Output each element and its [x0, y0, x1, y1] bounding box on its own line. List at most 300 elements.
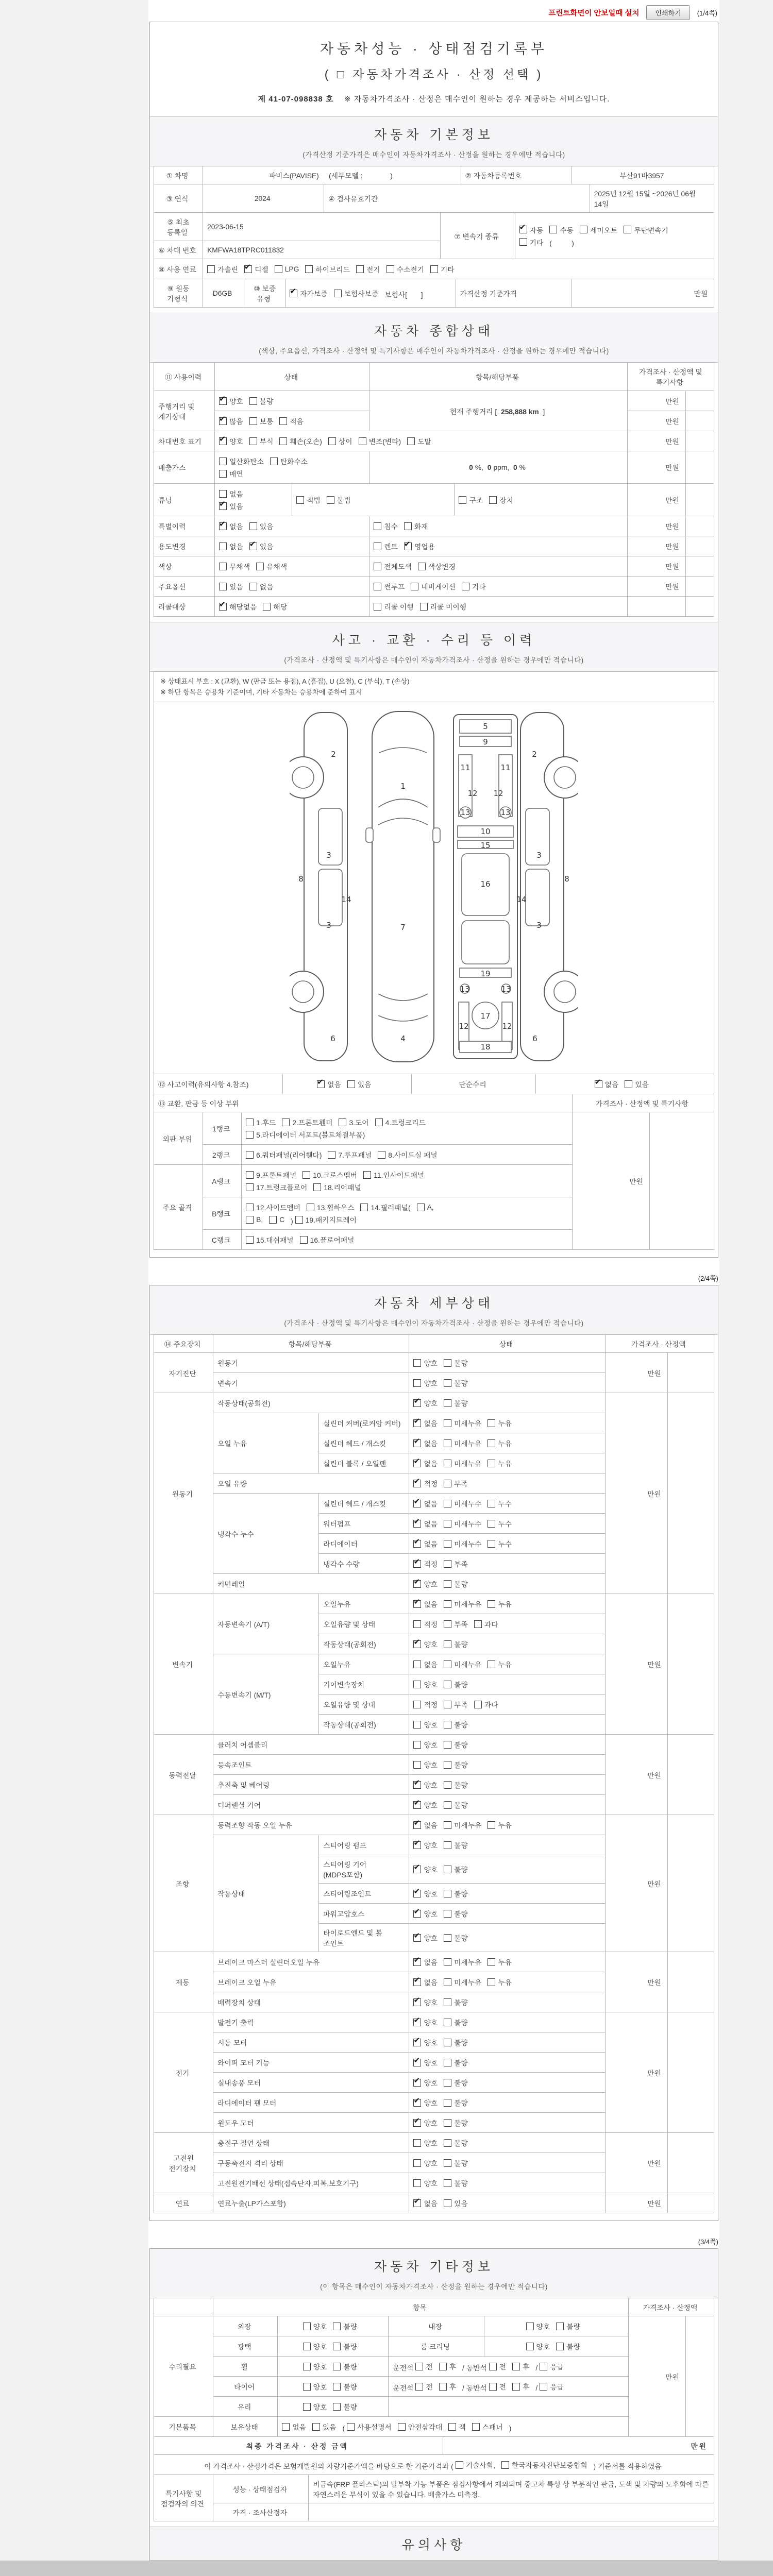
checkbox-전[interactable] — [415, 2381, 432, 2392]
checkbox-미세누유[interactable] — [444, 1418, 481, 1428]
checkbox-불량[interactable] — [444, 1579, 468, 1589]
checkbox-보험사보증[interactable] — [334, 288, 379, 298]
sac-notes-wrap — [150, 671, 718, 1074]
checkbox-label: 가솔린 — [217, 266, 239, 274]
checkbox-양호[interactable] — [413, 2158, 438, 2168]
checkbox-label: 자동 — [529, 226, 544, 234]
unchecked-box-icon — [444, 2059, 451, 2066]
checkbox-7.루프패널[interactable] — [328, 1149, 372, 1160]
text: 리콜대상 — [158, 603, 186, 611]
checkbox-6.쿼터패널(리어휀다)[interactable] — [246, 1149, 322, 1160]
diagram-number-3: 3 — [536, 921, 542, 930]
checkbox-썬루프[interactable] — [374, 581, 405, 591]
checkbox-양호[interactable] — [413, 2117, 438, 2128]
checked-box-icon — [413, 2039, 421, 2046]
checkbox-양호[interactable] — [413, 1840, 438, 1850]
checkbox-불량[interactable] — [444, 2037, 468, 2047]
checkbox-후[interactable] — [512, 2361, 529, 2371]
checkbox-B,[interactable] — [246, 1216, 263, 1224]
checkbox-적정[interactable] — [413, 1478, 438, 1488]
checkbox-수소전기[interactable] — [386, 264, 424, 274]
checkbox-양호[interactable] — [413, 1933, 438, 1943]
checkbox-양호[interactable] — [413, 2138, 438, 2148]
checkbox-해당[interactable] — [263, 601, 287, 612]
checkbox-18.리어패널[interactable] — [313, 1182, 361, 1192]
checkbox-누유[interactable] — [488, 1438, 512, 1448]
checkbox-양호[interactable] — [413, 1780, 438, 1790]
text: 동력전달 — [169, 1771, 196, 1780]
checkbox-누유[interactable] — [488, 1418, 512, 1428]
checkbox-양호[interactable] — [303, 2321, 327, 2331]
text: 충전구 절연 상태 — [217, 2140, 270, 2148]
checkbox-2.프론트휀더[interactable] — [282, 1117, 332, 1127]
checkbox-A,[interactable] — [417, 1204, 434, 1211]
checkbox-불량[interactable] — [444, 1358, 468, 1368]
checkbox-있음[interactable] — [347, 1079, 372, 1089]
checkbox-양호[interactable] — [219, 396, 243, 406]
checkbox-누수[interactable] — [488, 1518, 512, 1529]
document-title-block — [150, 22, 718, 116]
checkbox-있음[interactable] — [219, 501, 243, 511]
checkbox-양호[interactable] — [413, 2178, 438, 2188]
checkbox-스패너[interactable] — [472, 2421, 503, 2432]
unchecked-box-icon — [363, 1171, 371, 1179]
checkbox-불량[interactable] — [444, 1739, 468, 1750]
table-cell — [154, 1112, 203, 1165]
checkbox-부족[interactable] — [444, 1558, 468, 1569]
checkbox-양호[interactable] — [413, 2097, 438, 2108]
checkbox-누수[interactable] — [488, 1498, 512, 1509]
checkbox-하이브리드[interactable] — [305, 264, 350, 274]
checkbox-양호[interactable] — [413, 1358, 438, 1368]
checkbox-렌트[interactable] — [374, 541, 398, 551]
checkbox-불량[interactable] — [333, 2401, 357, 2412]
checkbox-있음[interactable] — [249, 521, 274, 531]
checkbox-적정[interactable] — [413, 1558, 438, 1569]
checkbox-미세누유[interactable] — [444, 1977, 481, 1987]
checkbox-5.라디에이터-서포트(볼트체결부품)[interactable] — [246, 1129, 365, 1140]
table-cell — [215, 516, 369, 536]
table-cell — [667, 1815, 714, 1952]
checkbox-없음[interactable] — [413, 1458, 438, 1468]
checkbox-불량[interactable] — [444, 1888, 468, 1899]
checkbox-불량[interactable] — [333, 2341, 357, 2351]
checkbox-누유[interactable] — [488, 1599, 512, 1609]
checkbox-적정[interactable] — [413, 1619, 438, 1629]
checkbox-없음[interactable] — [413, 1820, 438, 1830]
checkbox-불량[interactable] — [444, 1679, 468, 1689]
checkbox-탄화수소[interactable] — [270, 456, 308, 466]
unchecked-box-icon — [413, 1379, 421, 1387]
checkbox-불량[interactable] — [333, 2321, 357, 2331]
checkbox-4.트렁크리드[interactable] — [375, 1117, 426, 1127]
checkbox-전[interactable] — [489, 2361, 506, 2371]
checkbox-양호[interactable] — [413, 1800, 438, 1810]
checkbox-불량[interactable] — [444, 2057, 468, 2067]
checkbox-불량[interactable] — [444, 2138, 468, 2148]
checkbox-전체도색[interactable] — [374, 561, 411, 571]
checkbox-불량[interactable] — [556, 2321, 580, 2331]
checkbox-label: 도말 — [417, 438, 431, 446]
checkbox-리콜-미이행[interactable] — [420, 601, 466, 612]
checkbox-label: 매연 — [229, 470, 243, 478]
checkbox-누수[interactable] — [488, 1538, 512, 1549]
checkbox-14.필러패널([interactable] — [360, 1202, 410, 1212]
text: ② 자동차등록번호 — [465, 172, 522, 180]
checkbox-label: 미세누유 — [454, 1420, 482, 1428]
checkbox-안전삼각대[interactable] — [398, 2421, 443, 2432]
checkbox-일산화탄소[interactable] — [219, 456, 264, 466]
text: 만원 — [647, 1369, 661, 1378]
unchecked-box-icon — [219, 563, 227, 570]
checkbox-없음[interactable] — [219, 521, 243, 531]
checkbox-LPG[interactable] — [275, 265, 299, 273]
table-cell — [319, 1594, 409, 1614]
checkbox-양호[interactable] — [413, 1908, 438, 1919]
table-cell — [627, 516, 685, 536]
checkbox-미세누유[interactable] — [444, 1458, 481, 1468]
checkbox-8.사이드실-패널[interactable] — [378, 1149, 437, 1160]
checkbox-기타[interactable] — [462, 581, 486, 591]
checkbox-사용설명서[interactable] — [347, 2421, 392, 2432]
form-table — [154, 259, 714, 279]
checkbox-미세누유[interactable] — [444, 1820, 481, 1830]
diagram-number-12: 12 — [493, 789, 503, 799]
checkbox-디젤[interactable] — [244, 264, 268, 274]
checkbox-불량[interactable] — [444, 1800, 468, 1810]
checkbox-상이[interactable] — [328, 436, 352, 446]
checkbox-16.플로어패널[interactable] — [300, 1234, 355, 1245]
checkbox-변조(변타)[interactable] — [359, 436, 401, 446]
checkbox-없음[interactable] — [413, 1418, 438, 1428]
checkbox-응급[interactable] — [540, 2361, 564, 2371]
checkbox-전기[interactable] — [356, 264, 380, 274]
checkbox-부식[interactable] — [249, 436, 274, 446]
unchecked-box-icon — [512, 2383, 520, 2391]
checkbox-불량[interactable] — [444, 1719, 468, 1730]
checkbox-label: 전기 — [366, 266, 380, 274]
checkbox-침수[interactable] — [374, 521, 398, 531]
section-caution-title: 유의사항 — [401, 2538, 466, 2553]
table-cell — [213, 1835, 319, 1952]
checkbox-불법[interactable] — [327, 495, 351, 505]
page-indicator-1: (1/4쪽) — [697, 9, 717, 17]
text: 가격조사 · 산정액 — [643, 2304, 698, 2312]
table-cell — [154, 1952, 213, 2012]
checkbox-불량[interactable] — [444, 1759, 468, 1770]
checkbox-과다[interactable] — [474, 1619, 498, 1629]
checkbox-불량[interactable] — [444, 2117, 468, 2128]
table-cell — [319, 1614, 409, 1634]
checkbox-9.프론트패널[interactable] — [246, 1170, 296, 1180]
text: 연료누출(LP가스포함) — [217, 2200, 286, 2208]
checkbox-불량[interactable] — [444, 1840, 468, 1850]
checkbox-양호[interactable] — [526, 2341, 550, 2351]
checkbox-양호[interactable] — [413, 1739, 438, 1750]
checkbox-양호[interactable] — [303, 2381, 327, 2392]
table-cell — [278, 2316, 389, 2336]
checkbox-양호[interactable] — [526, 2321, 550, 2331]
checkbox-수동[interactable] — [549, 225, 574, 235]
text: 가격조사 · 산정액 및 특기사항 — [595, 1100, 688, 1108]
checkbox-label: 불량 — [454, 1681, 468, 1689]
unchecked-box-icon — [333, 2403, 341, 2411]
unchecked-box-icon — [444, 1600, 451, 1608]
checkbox-양호[interactable] — [413, 1864, 438, 1874]
checkbox-무단변속기[interactable] — [624, 225, 668, 235]
checkbox-label: 4.트렁크리드 — [385, 1119, 426, 1127]
checkbox-화재[interactable] — [404, 521, 428, 531]
checkbox-없음[interactable] — [413, 1498, 438, 1509]
checkbox-양호[interactable] — [219, 436, 243, 446]
checkbox-label: 없음 — [424, 1500, 438, 1509]
checkbox-있음[interactable] — [625, 1079, 649, 1089]
text: 만원 — [647, 1979, 661, 1987]
checkbox-12.사이드멤버[interactable] — [246, 1202, 300, 1212]
checkbox-label: 적정 — [424, 1561, 438, 1569]
checkbox-불량[interactable] — [444, 1908, 468, 1919]
checkbox-label: 전 — [499, 2363, 507, 2371]
car-side-right-view — [520, 713, 578, 1061]
checkbox-C[interactable] — [269, 1216, 284, 1224]
checkbox-없음[interactable] — [413, 2198, 438, 2208]
checkbox-잭[interactable] — [448, 2421, 465, 2432]
checkbox-불량[interactable] — [444, 1997, 468, 2007]
table-cell — [203, 259, 714, 279]
checkbox-양호[interactable] — [413, 1997, 438, 2007]
checkbox-도말[interactable] — [407, 436, 431, 446]
checkbox-양호[interactable] — [413, 1888, 438, 1899]
checkbox-없음[interactable] — [317, 1079, 341, 1089]
text: 외장 — [237, 2323, 251, 2331]
table-cell — [278, 2357, 389, 2377]
checkbox-자동[interactable] — [519, 225, 544, 235]
table-cell — [203, 213, 440, 241]
checkbox-해당없음[interactable] — [219, 601, 257, 612]
table-cell — [685, 577, 714, 597]
checkbox-없음[interactable] — [413, 1538, 438, 1549]
table-cell — [213, 1373, 409, 1393]
checkbox-미세누유[interactable] — [444, 1438, 481, 1448]
checkbox-15.대쉬패널[interactable] — [246, 1234, 294, 1245]
checkbox-가솔린[interactable] — [207, 264, 238, 274]
text: 실린더 헤드 / 개스킷 — [323, 1440, 386, 1448]
table-cell — [319, 1554, 409, 1574]
checkbox-전[interactable] — [489, 2381, 506, 2392]
table-cell — [154, 2475, 213, 2521]
checked-box-icon — [413, 1460, 421, 1467]
checkbox-불량[interactable] — [444, 2077, 468, 2088]
checkbox-11.인사이드패널[interactable] — [363, 1170, 424, 1180]
checkbox-양호[interactable] — [413, 1759, 438, 1770]
checkbox-불량[interactable] — [556, 2341, 580, 2351]
checkbox-없음[interactable] — [413, 1659, 438, 1669]
checkbox-누유[interactable] — [488, 1458, 512, 1468]
text: 가격 · 조사산정자 — [232, 2509, 287, 2517]
checkbox-label: 양호 — [313, 2403, 327, 2412]
checkbox-label: A, — [427, 1203, 434, 1211]
basic-info-table-4 — [150, 259, 718, 279]
checkbox-부족[interactable] — [444, 1478, 468, 1488]
checkbox-양호[interactable] — [413, 1579, 438, 1589]
checkbox-양호[interactable] — [303, 2341, 327, 2351]
checkbox-불량[interactable] — [444, 2017, 468, 2027]
checkbox-색상변경[interactable] — [418, 561, 456, 571]
checkbox-미세누수[interactable] — [444, 1518, 481, 1529]
checkbox-label: 양호 — [424, 1866, 438, 1874]
checkbox-기타[interactable] — [519, 237, 544, 247]
table-cell — [278, 2397, 389, 2417]
text: / 동반석 — [462, 2384, 487, 2392]
checkbox-구조[interactable] — [459, 495, 483, 505]
unchecked-box-icon — [219, 583, 227, 590]
checkbox-불량[interactable] — [444, 1398, 468, 1408]
checkbox-1.후드[interactable] — [246, 1117, 276, 1127]
checkbox-기술사회,[interactable] — [456, 2460, 495, 2470]
checkbox-무채색[interactable] — [219, 561, 250, 571]
text: ① 차명 — [166, 172, 189, 180]
checkbox-후[interactable] — [439, 2381, 456, 2392]
checkbox-3.도어[interactable] — [339, 1117, 368, 1127]
bold-text: 최종 가격조사 · 산정 금액 — [246, 2443, 348, 2451]
text: 실린더 커버(로커암 커버) — [323, 1420, 401, 1428]
checkbox-불량[interactable] — [444, 1639, 468, 1649]
checkbox-부족[interactable] — [444, 1619, 468, 1629]
checkbox-있음[interactable] — [249, 541, 274, 551]
table-cell — [242, 1145, 573, 1165]
checkbox-리콜-이행[interactable] — [374, 601, 413, 612]
checkbox-불량[interactable] — [444, 1780, 468, 1790]
checkbox-양호[interactable] — [413, 2057, 438, 2067]
checkbox-label: 10.크로스멤버 — [313, 1172, 358, 1180]
checkbox-양호[interactable] — [413, 1679, 438, 1689]
checkbox-기타[interactable] — [430, 264, 455, 274]
checkbox-없음[interactable] — [413, 1438, 438, 1448]
checkbox-10.크로스멤버[interactable] — [303, 1170, 357, 1180]
checkbox-자가보증[interactable] — [290, 288, 327, 298]
text: 상태 — [499, 1341, 513, 1349]
checkbox-없음[interactable] — [413, 1977, 438, 1987]
checkbox-양호[interactable] — [303, 2361, 327, 2371]
checkbox-보통[interactable] — [249, 416, 274, 426]
print-button[interactable]: 인쇄하기 — [646, 5, 690, 20]
checkbox-양호[interactable] — [413, 2077, 438, 2088]
checkbox-적법[interactable] — [296, 495, 321, 505]
checkbox-17.트렁크플로어[interactable] — [246, 1182, 307, 1192]
checkbox-label: 불량 — [454, 2099, 468, 2108]
checkbox-불량[interactable] — [444, 1864, 468, 1874]
checkbox-유채색[interactable] — [256, 561, 287, 571]
checkbox-없음[interactable] — [595, 1079, 619, 1089]
checkbox-불량[interactable] — [333, 2361, 357, 2371]
checkbox-한국자동차진단보증협회[interactable] — [501, 2460, 587, 2470]
checkbox-전[interactable] — [415, 2361, 432, 2371]
checkbox-없음[interactable] — [282, 2421, 306, 2432]
checkbox-있음[interactable] — [312, 2421, 337, 2432]
checkbox-누유[interactable] — [488, 1957, 512, 1967]
checkbox-없음[interactable] — [219, 541, 243, 551]
checkbox-19.패키지트레이[interactable] — [295, 1214, 357, 1225]
table-cell — [213, 2153, 409, 2173]
unchecked-box-icon — [580, 226, 587, 233]
unchecked-box-icon — [444, 1359, 451, 1367]
checkbox-네비게이션[interactable] — [411, 581, 456, 591]
table-cell — [409, 1433, 605, 1453]
checkbox-없음[interactable] — [219, 488, 243, 499]
checkbox-13.휠하우스[interactable] — [307, 1202, 355, 1212]
checkbox-미세누유[interactable] — [444, 1599, 481, 1609]
checkbox-응급[interactable] — [540, 2381, 564, 2392]
checkbox-양호[interactable] — [413, 1719, 438, 1730]
checkbox-없음[interactable] — [413, 1518, 438, 1529]
checkbox-미세누유[interactable] — [444, 1957, 481, 1967]
unchecked-box-icon — [489, 2363, 497, 2370]
checkbox-후[interactable] — [512, 2381, 529, 2392]
unchecked-box-icon — [374, 543, 381, 550]
checkbox-양호[interactable] — [413, 1398, 438, 1408]
checkbox-label: 없음 — [424, 1520, 438, 1529]
checkbox-불량[interactable] — [444, 2178, 468, 2188]
checkbox-양호[interactable] — [413, 2037, 438, 2047]
checkbox-불량[interactable] — [333, 2381, 357, 2392]
checkbox-적음[interactable] — [279, 416, 304, 426]
checkbox-양호[interactable] — [413, 2017, 438, 2027]
unchecked-box-icon — [489, 496, 497, 504]
text: 자동변속기 (A/T) — [217, 1621, 270, 1629]
table-cell — [213, 1473, 409, 1494]
unchecked-box-icon — [305, 265, 313, 273]
checkbox-매연[interactable] — [219, 468, 243, 479]
checkbox-label: 일산화탄소 — [229, 458, 264, 466]
checkbox-부족[interactable] — [444, 1699, 468, 1709]
checkbox-없음[interactable] — [413, 1957, 438, 1967]
unchecked-box-icon — [444, 1540, 451, 1548]
checkbox-불량[interactable] — [444, 1378, 468, 1388]
checkbox-없음[interactable] — [413, 1599, 438, 1609]
checkbox-미세누수[interactable] — [444, 1538, 481, 1549]
checkbox-양호[interactable] — [303, 2401, 327, 2412]
checkbox-누유[interactable] — [488, 1977, 512, 1987]
checkbox-불량[interactable] — [444, 2158, 468, 2168]
checkbox-label: 누유 — [498, 1822, 512, 1830]
checkbox-장치[interactable] — [489, 495, 513, 505]
checkbox-양호[interactable] — [413, 1639, 438, 1649]
checkbox-세미오토[interactable] — [580, 225, 617, 235]
checkbox-미세누수[interactable] — [444, 1498, 481, 1509]
table-cell — [409, 2053, 605, 2073]
checkbox-있음[interactable] — [219, 581, 243, 591]
checkbox-누유[interactable] — [488, 1659, 512, 1669]
checkbox-적정[interactable] — [413, 1699, 438, 1709]
checkbox-누유[interactable] — [488, 1820, 512, 1830]
checkbox-훼손(오손)[interactable] — [279, 436, 322, 446]
checkbox-label: 불량 — [259, 398, 274, 405]
checkbox-label: 불량 — [454, 1842, 468, 1850]
checkbox-후[interactable] — [439, 2361, 456, 2371]
checkbox-과다[interactable] — [474, 1699, 498, 1709]
checkbox-영업용[interactable] — [404, 541, 435, 551]
checkbox-미세누유[interactable] — [444, 1659, 481, 1669]
checkbox-없음[interactable] — [249, 581, 274, 591]
checked-box-icon — [219, 502, 227, 510]
checkbox-양호[interactable] — [413, 1378, 438, 1388]
checkbox-있음[interactable] — [444, 2198, 468, 2208]
checkbox-불량[interactable] — [444, 1933, 468, 1943]
checkbox-불량[interactable] — [249, 396, 274, 406]
checkbox-불량[interactable] — [444, 2097, 468, 2108]
checkbox-많음[interactable] — [219, 416, 243, 426]
checkbox-label: 양호 — [424, 1681, 438, 1689]
